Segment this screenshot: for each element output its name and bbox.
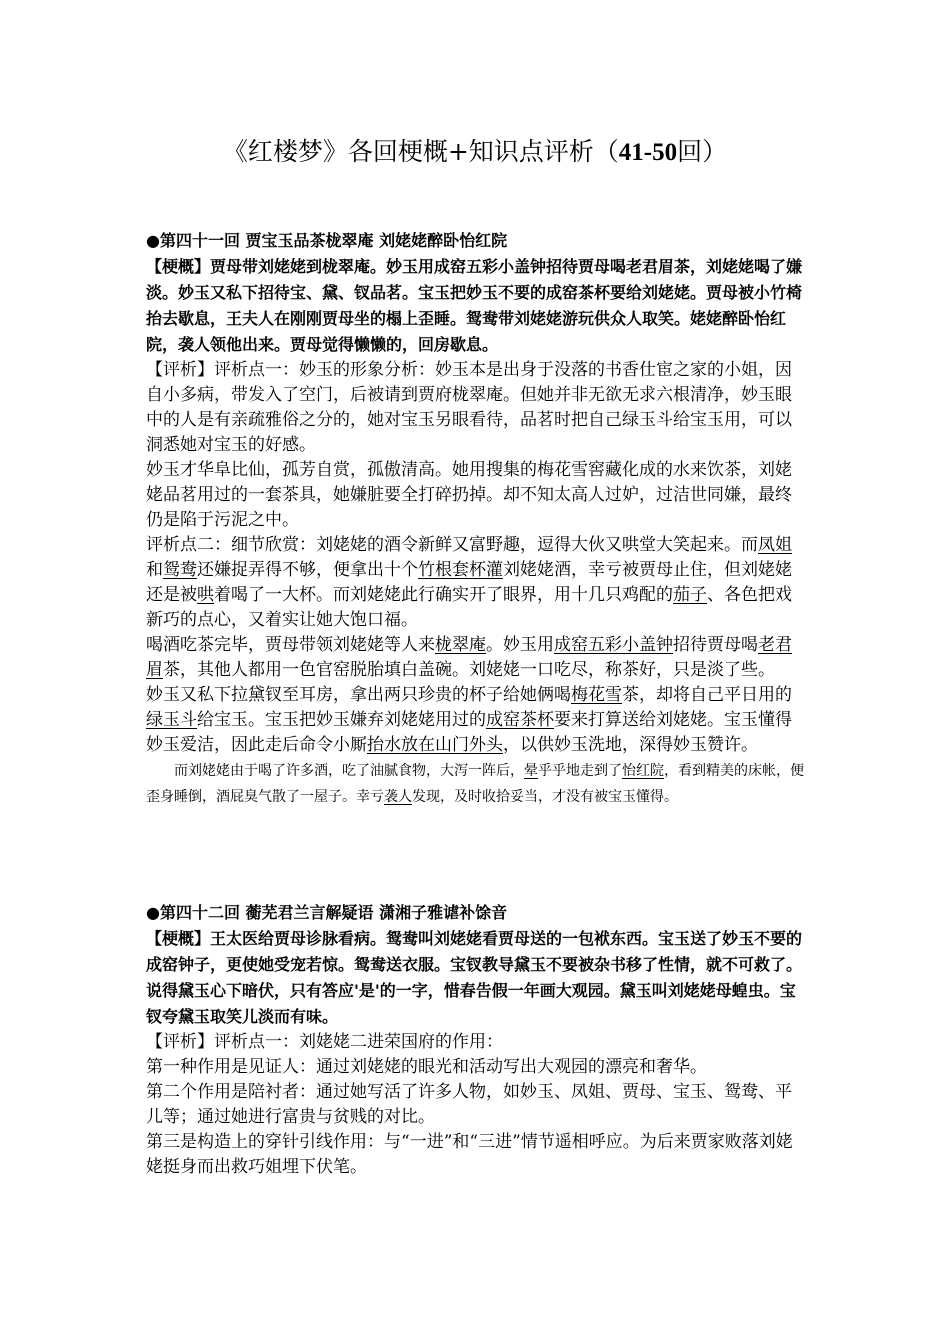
chapter-41-analysis-5: 妙玉又私下拉黛钗至耳房，拿出两只珍贵的杯子给她俩喝梅花雪茶，却将自己平日用的绿玉斗给宝玉。宝玉把妙玉嫌弃刘姥姥用过的成窑茶杯要来打算送给刘姥姥。宝玉懂得妙玉爱洁，因此走后命令小厮抬水放在山门外头，以供妙玉洗地，深得妙玉赞许。 [146,685,792,755]
chapter-42-section [146,900,806,1180]
chapter-42-analysis-3: 第二个作用是陪衬者：通过她写活了许多人物，如妙玉、凤姐、贾母、宝玉、鸳鸯、平儿等；通过她进行富贵与贫贱的对比。 [146,1082,792,1127]
chapter-41-heading: ●第四十一回 贾宝玉品茶栊翠庵 刘姥姥醉卧怡红院 [146,231,508,250]
document-title: 《红楼梦》各回梗概+知识点评析（41-50回） [222,137,728,166]
chapter-42-summary: 【梗概】王太医给贾母诊脉看病。鸳鸯叫刘姥姥看贾母送的一包袱东西。宝玉送了妙玉不要的成窑钟子，更使她受宠若惊。鸳鸯送衣服。宝钗教导黛玉不要被杂书移了性情，就不可救了。说得黛玉心下暗伏，只有答应'是'的一字，惜春告假一年画大观园。黛玉叫刘姥姥母蝗虫。宝钗夸黛玉取笑儿淡而有味。 [146,929,803,1026]
chapter-41-section [146,228,806,810]
chapter-41-analysis-6: 而刘姥姥由于喝了许多酒，吃了油腻食物，大泻一阵后，晕乎乎地走到了怡红院，看到精美的床帐，便歪身睡倒，酒屁臭气散了一屋子。幸亏袭人发现，及时收拾妥当，才没有被宝玉懂得。 [146,763,804,805]
chapter-42-analysis-4: 第三是构造上的穿针引线作用：与“一进”和“三进”情节遥相呼应。为后来贾家败落刘姥姥挺身而出救巧姐埋下伏笔。 [146,1132,793,1177]
chapter-41-analysis-3: 评析点二：细节欣赏：刘姥姥的酒令新鲜又富野趣，逗得大伙又哄堂大笑起来。而凤姐和鸳鸯还嫌捉弄得不够，便拿出十个竹根套杯灌刘姥姥酒，幸亏被贾母止住，但刘姥姥还是被哄着喝了一大杯。而刘姥姥此行确实开了眼界，用十几只鸡配的茄子、各色把戏新巧的点心，又着实让她大饱口福。 [146,535,792,630]
chapter-41-summary: 【梗概】贾母带刘姥姥到栊翠庵。妙玉用成窑五彩小盖钟招待贾母喝老君眉茶，刘姥姥喝了嫌淡。妙玉又私下招待宝、黛、钗品茗。宝玉把妙玉不要的成窑茶杯要给刘姥姥。贾母被小竹椅抬去歇息，王夫人在刚刚贾母坐的榻上歪睡。鸳鸯带刘姥姥游玩供众人取笑。姥姥醉卧怡红院，袭人领他出来。贾母觉得懒懒的，回房歇息。 [146,257,803,354]
chapter-41-analysis-2: 妙玉才华阜比仙，孤芳自赏，孤傲清高。她用搜集的梅花雪窖藏化成的水来饮茶，刘姥姥品茗用过的一套茶具，她嫌脏要全打碎扔掉。却不知太高人过妒，过洁世同嫌，最终仍是陷于污泥之中。 [146,460,792,530]
chapter-41-analysis-1: 【评析】评析点一：妙玉的形象分析：妙玉本是出身于没落的书香仕宦之家的小姐，因自小多病，带发入了空门，后被请到贾府栊翠庵。但她并非无欲无求六根清净，妙玉眼中的人是有亲疏雅俗之分的，她对宝玉另眼看待，品茗时把自己绿玉斗给宝玉用，可以洞悉她对宝玉的好感。 [146,360,792,455]
chapter-42-analysis-2: 第一种作用是见证人：通过刘姥姥的眼光和活动写出大观园的漂亮和奢华。 [146,1057,707,1077]
chapter-42-analysis-1: 【评析】评析点一：刘姥姥二进荣国府的作用： [146,1032,503,1052]
chapter-41-analysis-4: 喝酒吃茶完毕，贾母带领刘姥姥等人来栊翠庵。妙玉用成窑五彩小盖钟招待贾母喝老君眉茶，其他人都用一色官窑脱胎填白盖碗。刘姥姥一口吃尽，称茶好，只是淡了些。 [146,635,792,680]
chapter-42-heading: ●第四十二回 蘅芜君兰言解疑语 潇湘子雅谑补馀音 [146,903,508,922]
